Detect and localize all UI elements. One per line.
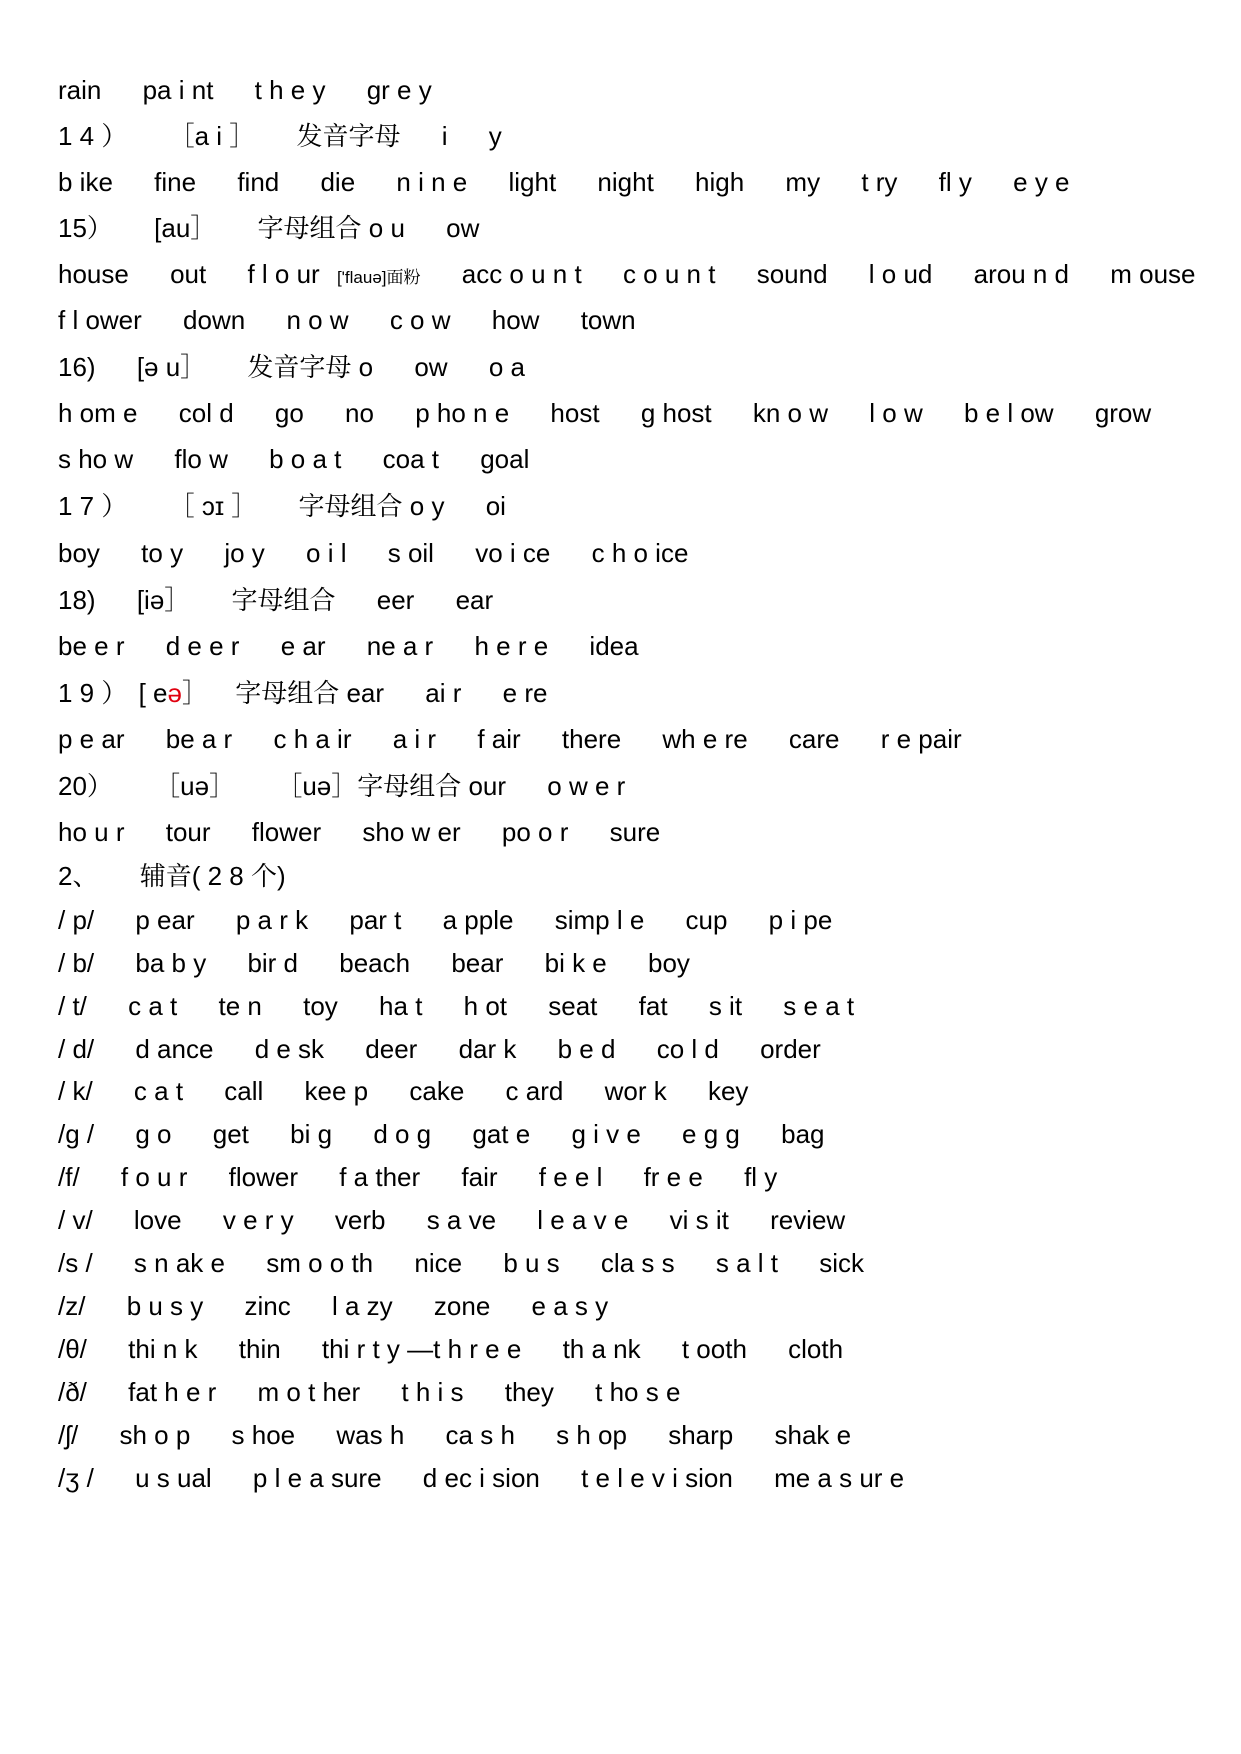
word: sh o p [119,1420,191,1450]
text-line [58,1114,1221,1154]
text-line [58,162,1221,202]
word: te n [218,991,262,1021]
word: g i v e [571,1119,641,1149]
word: flo w [174,444,228,474]
word: l e a v e [537,1205,629,1235]
word: acc o u n t [461,259,582,289]
word: bir d [247,948,299,978]
word: verb [334,1205,386,1235]
section-heading [58,856,1221,896]
word: b u s y [126,1291,204,1321]
text-line [58,943,1221,983]
word: c ard [505,1076,564,1106]
word: boy [58,538,100,568]
word: po o r [501,817,569,847]
word: wh e re [662,724,748,754]
word: sm o o th [266,1248,374,1278]
word: p ho n e [415,398,510,428]
word: e ar [280,631,326,661]
word: they [504,1377,554,1407]
phonetic-bracket: ］ [182,678,209,708]
heading-number: 2、 [58,861,99,891]
word: m o t her [257,1377,361,1407]
word: cake [409,1076,465,1106]
section-heading [58,486,1221,526]
heading-label: 字母组合 ear [235,678,385,708]
phonetic-symbol: [ə u］ [136,352,207,382]
word: cloth [788,1334,844,1364]
word: fat [638,991,668,1021]
heading-number: 1 4 ） [58,121,128,151]
word: down [183,305,246,335]
word: co l d [656,1034,719,1064]
phonetic-bracket: [ e [138,678,168,708]
word: sho w er [362,817,461,847]
word: town [580,305,636,335]
word: d e e r [165,631,240,661]
word: how [491,305,540,335]
word: flower [251,817,322,847]
word: f e e l [538,1162,603,1192]
word: p i pe [768,905,833,935]
heading-label: 发音字母 o [247,352,374,382]
word: toy [303,991,338,1021]
word: c h o ice [591,538,689,568]
letter: ow [446,213,480,243]
text-line [58,1029,1221,1069]
word: c a t [128,991,178,1021]
heading-label: 字母组合 [231,585,336,615]
word: t e l e v i sion [581,1463,733,1493]
phonetic-symbol: /s / [58,1248,93,1278]
word: dar k [458,1034,517,1064]
phonetic-symbol: /z/ [58,1291,86,1321]
word: o i l [306,538,347,568]
word: order [760,1034,821,1064]
word: sound [756,259,828,289]
letter: ow [414,352,448,382]
text-line [58,533,1221,573]
phonetic-symbol: / k/ [58,1076,93,1106]
word: sick [819,1248,864,1278]
word: cup [685,905,728,935]
word: r e pair [880,724,962,754]
word: e a s y [531,1291,609,1321]
word: d ec i sion [422,1463,540,1493]
word: thin [238,1334,281,1364]
word: t h e y [254,75,326,105]
word: zinc [244,1291,291,1321]
word: my [785,167,821,197]
word: l o w [869,398,923,428]
word: vo i ce [475,538,551,568]
word: s it [708,991,743,1021]
word: f o u r [120,1162,188,1192]
text-line [58,812,1221,852]
heading-number: 16) [58,352,96,382]
word: bear [451,948,504,978]
text-line [58,300,1221,340]
word: pa i nt [142,75,214,105]
phonetic-symbol: /f/ [58,1162,80,1192]
heading-label: 发音字母 [296,121,401,151]
word: e g g [682,1119,740,1149]
phonetic-symbol: ［ ɔɪ ］ [168,491,258,521]
word: h e r e [474,631,549,661]
word: ca s h [445,1420,515,1450]
word: arou n d [973,259,1070,289]
word: host [550,398,600,428]
text-line [58,1200,1221,1240]
word: s a ve [426,1205,497,1235]
word: m ouse [1110,259,1196,289]
word: out [170,259,207,289]
word: g host [640,398,712,428]
word: zone [433,1291,491,1321]
word: flower [228,1162,298,1192]
word: col d [178,398,234,428]
letter: ai r [425,678,462,708]
word: grow [1094,398,1152,428]
word: fl y [744,1162,778,1192]
phonetic-symbol: /θ/ [58,1334,87,1364]
word: be a r [165,724,233,754]
word: review [770,1205,846,1235]
word: idea [589,631,639,661]
word: t ho s e [595,1377,681,1407]
word: s ho w [58,444,134,474]
word: a pple [442,905,514,935]
phonetic-symbol: /ʒ / [58,1463,94,1493]
word: b o a t [269,444,342,474]
text-line [58,1415,1221,1455]
word: nice [414,1248,463,1278]
word: s e a t [783,991,855,1021]
word: ho u r [58,817,125,847]
section-heading [58,673,1221,713]
word: light [508,167,557,197]
word: c o w [389,305,451,335]
heading-number: 1 7 ） [58,491,128,521]
word: sharp [668,1420,734,1450]
letter: ear [455,585,494,615]
word: care [788,724,840,754]
word: gat e [472,1119,531,1149]
word: vi s it [669,1205,729,1235]
section-heading [58,347,1221,387]
letter: y [488,121,502,151]
letter: oi [485,491,506,521]
word: b e l ow [963,398,1054,428]
word: c h a ir [273,724,352,754]
word: e y e [1013,167,1070,197]
word: th a nk [562,1334,641,1364]
word: love [133,1205,182,1235]
word: night [597,167,654,197]
word: d o g [373,1119,432,1149]
word: l a zy [332,1291,393,1321]
word: to y [141,538,184,568]
text-line [58,719,1221,759]
word: simp l e [554,905,645,935]
word: p l e a sure [252,1463,382,1493]
word: go [274,398,304,428]
word: me a s ur e [774,1463,905,1493]
letter: o a [488,352,525,382]
heading-label: 辅音( 2 8 个) [139,861,286,891]
heading-number: 18) [58,585,96,615]
word: sure [609,817,661,847]
text-line [58,393,1221,433]
word: house [58,259,129,289]
word: deer [365,1034,418,1064]
phonetic-symbol: /ʃ/ [58,1420,79,1450]
word: s a l t [715,1248,778,1278]
word: b e d [557,1034,616,1064]
phonetic-symbol: / d/ [58,1034,95,1064]
word: get [212,1119,249,1149]
text-line [58,900,1221,940]
word: bi k e [544,948,607,978]
word: beach [339,948,411,978]
text-line [58,1157,1221,1197]
letter: i [441,121,448,151]
word: v e r y [222,1205,294,1235]
phonetic-symbol: ［a i ］ [168,121,256,151]
word: par t [349,905,402,935]
word: coa t [382,444,439,474]
text-line [58,626,1221,666]
word: fine [154,167,197,197]
text-line [58,986,1221,1026]
word: ba b y [135,948,207,978]
word: n i n e [396,167,468,197]
word: cla s s [600,1248,675,1278]
word: fat h e r [128,1377,217,1407]
word: p ear [135,905,195,935]
word: c o u n t [622,259,716,289]
phonetic-symbol: ［uə］ [154,771,236,801]
word: be e r [58,631,125,661]
word: a i r [392,724,437,754]
word: bi g [290,1119,333,1149]
letter: eer [376,585,415,615]
word: call [224,1076,264,1106]
word: jo y [224,538,265,568]
word: p e ar [58,724,125,754]
phonetic-symbol: / v/ [58,1205,93,1235]
word: was h [336,1420,405,1450]
word: c a t [133,1076,184,1106]
phonetic-symbol: /ð/ [58,1377,87,1407]
word: find [237,167,280,197]
word: u s ual [135,1463,212,1493]
phonetic-symbol: / p/ [58,905,95,935]
word: kn o w [752,398,829,428]
letter: o w e r [547,771,626,801]
text-line [58,1372,1221,1412]
word: f air [477,724,521,754]
word: p a r k [235,905,309,935]
word: high [695,167,745,197]
word: s h op [556,1420,627,1450]
heading-label: 字母组合 o u [257,213,405,243]
word: l o ud [868,259,933,289]
word: d ance [135,1034,214,1064]
word: fair [461,1162,498,1192]
word: n o w [286,305,349,335]
word: wor k [604,1076,667,1106]
heading-label: 字母组合 o y [298,491,445,521]
text-line [58,70,1221,110]
word: h om e [58,398,138,428]
text-line [58,1329,1221,1369]
text-line [58,1071,1221,1111]
word: f a ther [339,1162,421,1192]
text-line [58,439,1221,479]
phonetic-schwa: ə [167,678,182,708]
word: seat [548,991,598,1021]
heading-number: 15） [58,213,113,243]
word: no [345,398,374,428]
word: fl y [938,167,972,197]
word: kee p [304,1076,369,1106]
text-line [58,1458,1221,1498]
section-heading [58,208,1221,248]
word: fr e e [643,1162,703,1192]
word: tour [165,817,211,847]
word: s hoe [231,1420,296,1450]
word: there [561,724,622,754]
phonetic-note: ['flauə]面粉 [336,268,421,287]
word: bag [781,1119,825,1149]
word: shak e [774,1420,852,1450]
word: boy [648,948,690,978]
text-line [58,1243,1221,1283]
word: goal [480,444,530,474]
section-heading [58,766,1221,806]
phonetic-symbol: /g / [58,1119,95,1149]
phonetic-symbol: / b/ [58,948,95,978]
word: h ot [463,991,508,1021]
word: t ry [861,167,898,197]
heading-number: 1 9 ） [58,678,128,708]
word: g o [135,1119,172,1149]
word: ha t [379,991,423,1021]
word: ne a r [366,631,434,661]
word: rain [58,75,102,105]
phonetic-symbol: [au］ [154,213,217,243]
word: t ooth [681,1334,747,1364]
word: d e sk [254,1034,325,1064]
word: gr e y [366,75,432,105]
phonetic-symbol: [iə］ [136,585,191,615]
phonetic-symbol: / t/ [58,991,87,1021]
word: f l ower [58,305,142,335]
word: s oil [387,538,434,568]
text-line [58,1286,1221,1326]
word: b ike [58,167,113,197]
word: f l o ur [247,259,320,289]
word: thi n k [128,1334,198,1364]
word: thi r t y —t h r e e [321,1334,522,1364]
text-line [58,254,1221,294]
word: die [320,167,356,197]
heading-number: 20） [58,771,113,801]
section-heading [58,116,1221,156]
word: key [707,1076,749,1106]
word: t h i s [401,1377,464,1407]
word: s n ak e [133,1248,225,1278]
section-heading [58,580,1221,620]
letter: e re [502,678,548,708]
heading-label: ［uə］字母组合 our [276,771,507,801]
word: b u s [503,1248,560,1278]
